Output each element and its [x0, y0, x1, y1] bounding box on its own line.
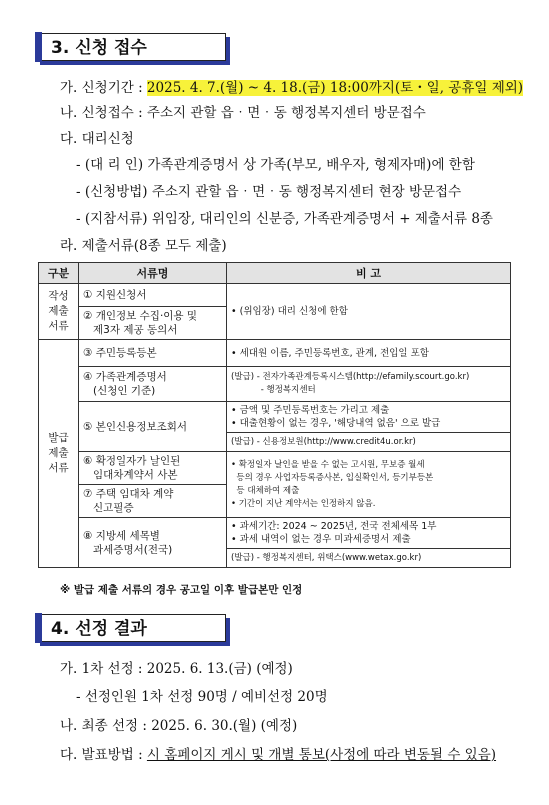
doc-name: ⑥ 확정일자가 날인된 임대차계약서 사본	[79, 452, 227, 485]
doc-remark: (발급) - 전자가족관계등록시스템(http://efamily.scourt.go.kr) - 행정복지센터	[227, 367, 511, 402]
doc-name: ① 지원신청서	[79, 284, 227, 307]
table-row	[39, 340, 511, 367]
doc-name: ② 개인정보 수집‧이용 및 제3자 제공 동의서	[79, 307, 227, 340]
apply-period-value: 2025. 4. 7.(월) ~ 4. 18.(금) 18:00까지(토・일, 공휴일 제외)	[146, 80, 524, 96]
proxy-item-3: - (지참서류) 위임장, 대리인의 신분증, 가족관계증명서 + 제출서류 8종	[76, 211, 493, 227]
doc-remark: • 금액 및 주민등록번호는 가리고 제출 • 대출현황이 없는 경우, '해당내역 없음' 으로 발급	[227, 402, 511, 433]
doc-name: ⑧ 지방세 세목별 과세증명서(전국)	[79, 518, 227, 568]
doc-remark: • 과세기간: 2024 ~ 2025년, 전국 전체세목 1부 • 과세 내역이 없는 경우 미과세증명서 제출	[227, 518, 511, 549]
doc-name: ④ 가족관계증명서 (신청인 기준)	[79, 367, 227, 402]
header-accent-bar	[35, 613, 42, 643]
section-4-header	[36, 614, 226, 642]
header-accent-bar	[35, 32, 42, 62]
header-remarks: 비 고	[227, 263, 511, 284]
doc-name: ⑦ 주택 임대차 계약 신고필증	[79, 485, 227, 518]
proxy-apply-heading: 다. 대리신청	[60, 131, 134, 147]
issuance-note: ※ 발급 제출 서류의 경우 공고일 이후 발급본만 인정	[60, 584, 303, 596]
final-selection: 나. 최종 선정 : 2025. 6. 30.(월) (예정)	[60, 718, 298, 734]
table-row	[39, 402, 511, 433]
apply-place: 나. 신청접수 : 주소지 관할 읍‧면‧동 행정복지센터 방문접수	[60, 105, 426, 121]
header-category: 구분	[39, 263, 79, 284]
table-row	[39, 284, 511, 307]
table-row	[39, 518, 511, 549]
doc-remark: • 세대원 이름, 주민등록번호, 관계, 전입일 포함	[227, 340, 511, 367]
first-selection: 가. 1차 선정 : 2025. 6. 13.(금) (예정)	[60, 661, 293, 677]
table-row	[39, 452, 511, 485]
section-4-title: 4. 선정 결과	[51, 619, 147, 639]
announce-method-value: 시 홈페이지 게시 및 개별 통보(사정에 따라 변동될 수 있음)	[146, 747, 497, 763]
announce-method-label: 다. 발표방법 :	[60, 747, 147, 763]
header-doc-name: 서류명	[79, 263, 227, 284]
group-issued-docs: 발급 제출 서류	[39, 340, 79, 568]
doc-name: ③ 주민등록등본	[79, 340, 227, 367]
selection-count: - 선정인원 1차 선정 90명 / 예비선정 20명	[76, 689, 328, 705]
section-3-title: 3. 신청 접수	[51, 38, 147, 58]
proxy-item-1: - (대 리 인) 가족관계증명서 상 가족(부모, 배우자, 형제자매)에 한함	[76, 157, 475, 173]
proxy-item-2: - (신청방법) 주소지 관할 읍‧면‧동 행정복지센터 현장 방문접수	[76, 184, 462, 200]
table-row	[39, 367, 511, 402]
doc-remark: (발급) - 신용정보원(http://www.credit4u.or.kr)	[227, 433, 511, 452]
doc-remark: • (위임장) 대리 신청에 한함	[227, 284, 511, 340]
apply-period-label: 가. 신청기간 :	[60, 80, 147, 96]
doc-remark: (발급) - 행정복지센터, 위택스(www.wetax.go.kr)	[227, 549, 511, 568]
group-written-docs: 작성 제출 서류	[39, 284, 79, 340]
documents-table	[38, 262, 511, 568]
doc-remark: • 확정일자 날인을 받을 수 없는 고시원, 무보증 월세 등의 경우 사업자등록증사본, 입실확인서, 등기부등본 등 대체하여 제출 • 기간이 지난 계약서는 인정하지 않음.	[227, 452, 511, 518]
section-3-header	[36, 33, 226, 61]
announce-method	[60, 743, 496, 763]
table-header-row	[39, 263, 511, 284]
apply-period	[60, 76, 523, 96]
required-docs-heading: 라. 제출서류(8종 모두 제출)	[60, 238, 227, 254]
doc-name: ⑤ 본인신용정보조회서	[79, 402, 227, 452]
